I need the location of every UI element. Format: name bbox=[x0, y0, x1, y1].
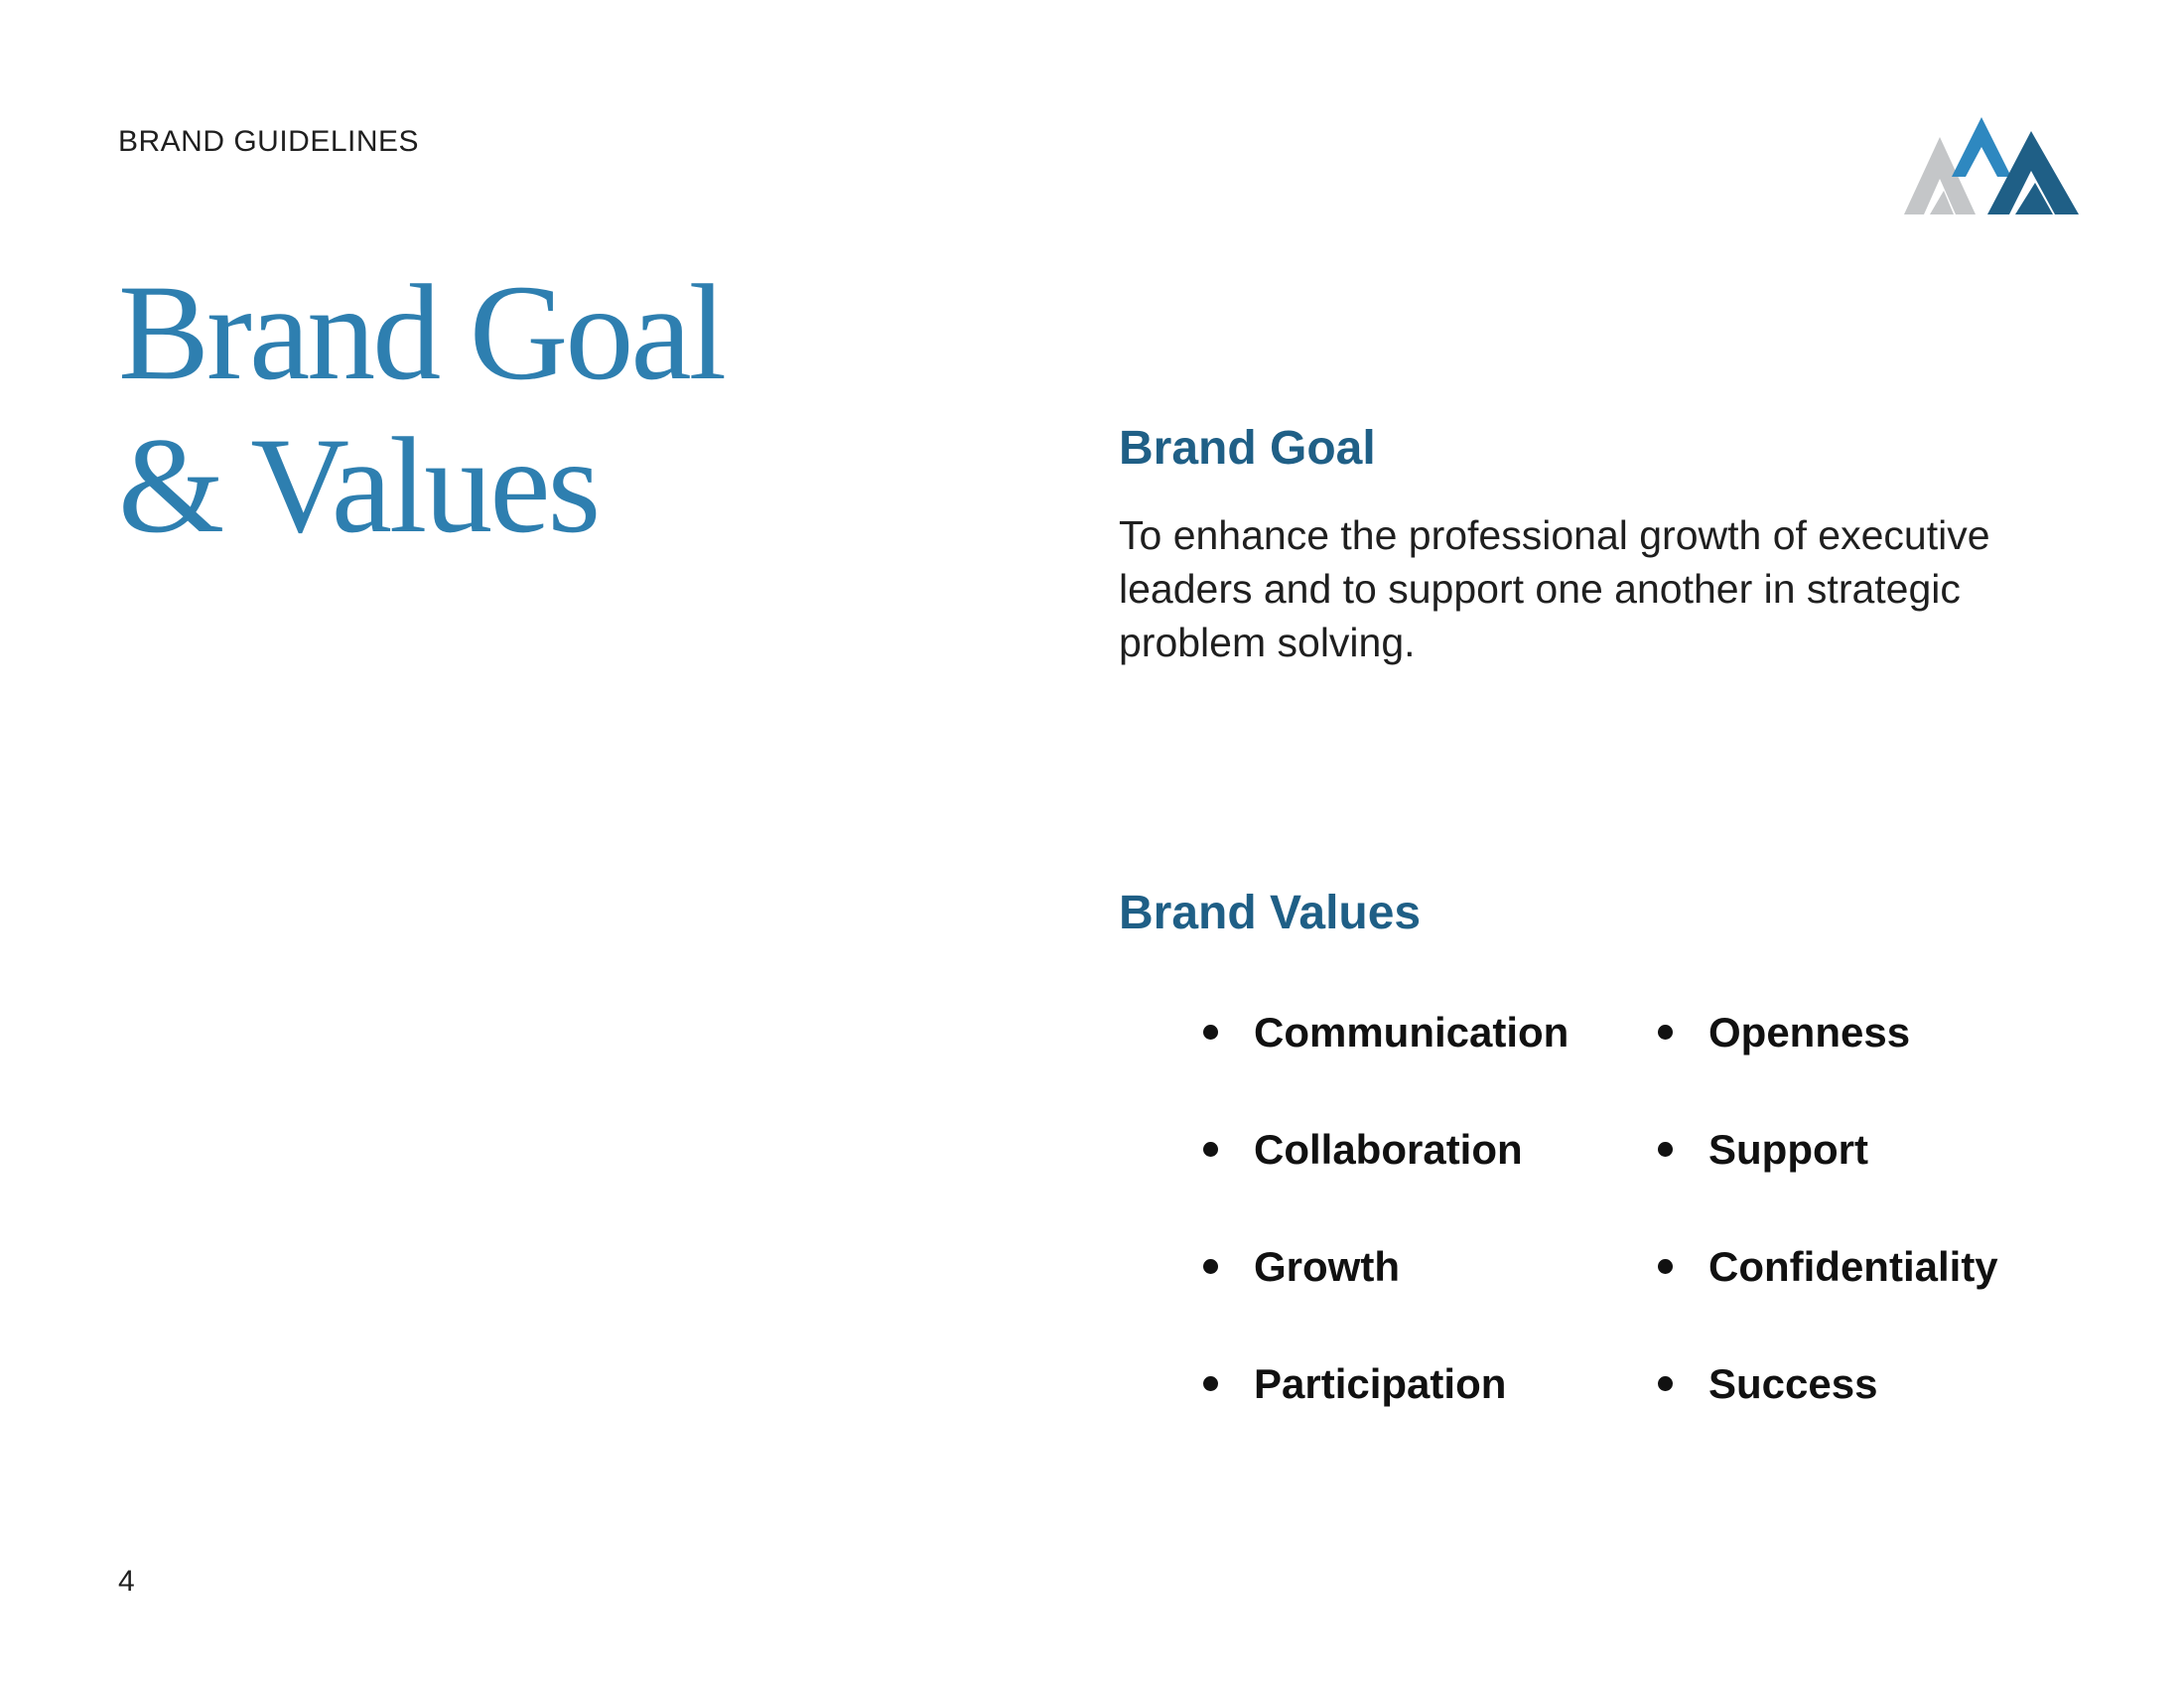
value-label: Growth bbox=[1254, 1243, 1400, 1290]
value-label: Success bbox=[1708, 1360, 1878, 1407]
bullet-icon bbox=[1658, 1142, 1673, 1157]
bullet-icon bbox=[1203, 1142, 1218, 1157]
value-label: Collaboration bbox=[1254, 1126, 1523, 1173]
value-label: Openness bbox=[1708, 1009, 1911, 1055]
brand-values-heading: Brand Values bbox=[1119, 887, 1422, 939]
brand-goal-heading: Brand Goal bbox=[1119, 422, 1376, 475]
page-title bbox=[118, 256, 724, 562]
mountain-peaks-logo-icon bbox=[1904, 113, 2083, 218]
value-label: Participation bbox=[1254, 1360, 1507, 1407]
value-item-growth bbox=[1199, 1239, 1654, 1356]
page-number: 4 bbox=[118, 1565, 135, 1598]
value-label: Communication bbox=[1254, 1009, 1570, 1055]
bullet-icon bbox=[1203, 1259, 1218, 1274]
value-item-collaboration bbox=[1199, 1122, 1654, 1239]
value-item-success bbox=[1654, 1356, 2071, 1474]
page-title-line-2: & Values bbox=[118, 409, 599, 561]
bullet-icon bbox=[1203, 1025, 1218, 1040]
brand-values-list bbox=[1199, 1005, 2073, 1474]
value-item-confidentiality bbox=[1654, 1239, 2071, 1356]
value-item-support bbox=[1654, 1122, 2071, 1239]
page-title-line-1: Brand Goal bbox=[118, 256, 725, 408]
value-item-openness bbox=[1654, 1005, 2071, 1122]
document-header-label: BRAND GUIDELINES bbox=[118, 125, 420, 158]
value-item-communication bbox=[1199, 1005, 1654, 1122]
bullet-icon bbox=[1658, 1259, 1673, 1274]
bullet-icon bbox=[1658, 1376, 1673, 1391]
bullet-icon bbox=[1203, 1376, 1218, 1391]
value-item-participation bbox=[1199, 1356, 1654, 1474]
value-label: Support bbox=[1708, 1126, 1868, 1173]
brand-goal-text: To enhance the professional growth of executive leaders and to support one another in strategic problem solving. bbox=[1119, 512, 1990, 665]
bullet-icon bbox=[1658, 1025, 1673, 1040]
value-label: Confidentiality bbox=[1708, 1243, 1998, 1290]
